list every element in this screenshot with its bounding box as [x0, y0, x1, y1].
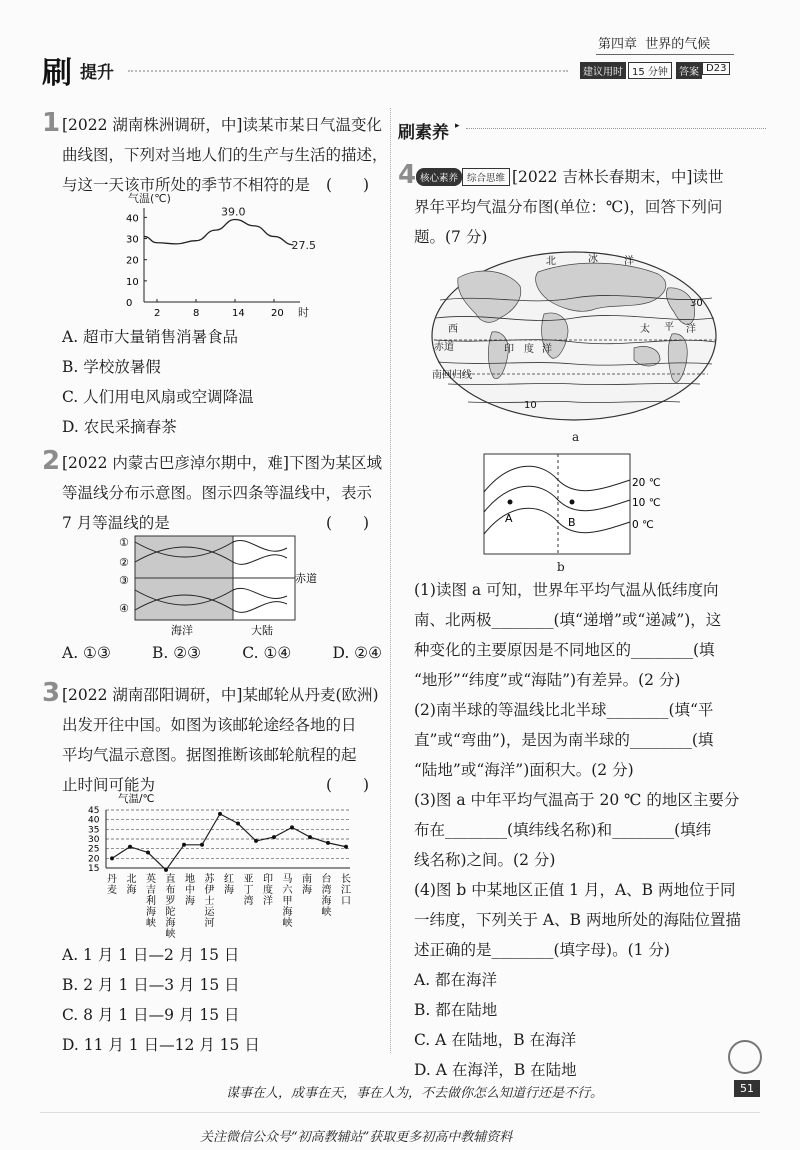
place-label: 罗: [165, 896, 176, 907]
time-value: 15 分钟: [628, 62, 672, 79]
option-d[interactable]: D. ②④: [332, 644, 382, 662]
answer-blank[interactable]: ( ): [326, 514, 370, 532]
y-axis-label: 气温(℃): [128, 192, 171, 205]
option-a[interactable]: A. 都在海洋: [414, 971, 498, 989]
x-tick-label: 20: [271, 308, 284, 319]
body-line: (3)图 a 中年平均气温高于 20 ℃ 的地区主要分: [414, 791, 740, 809]
place-label: 峡: [321, 907, 332, 918]
place-label: 红: [224, 874, 234, 885]
body-line: 述正确的是________(填字母)。(1 分): [414, 941, 670, 959]
mark-2: ②: [119, 556, 129, 569]
mark-4: ④: [119, 602, 129, 615]
stem-line: 平均气温示意图。据图推断该邮轮航程的起: [62, 746, 357, 764]
data-point: [344, 845, 348, 849]
place-label: 海: [302, 885, 312, 896]
land-label: 大陆: [251, 624, 273, 637]
answer-value: D23: [702, 62, 730, 75]
data-point: [218, 812, 222, 816]
option-b[interactable]: B. 学校放暑假: [62, 358, 161, 376]
place-label: 海: [165, 918, 176, 929]
body-line: (4)图 b 中某地区正值 1 月，A、B 两地位于同: [414, 881, 736, 899]
map-label-30: 30: [690, 298, 703, 309]
place-label: 海: [126, 885, 137, 896]
temperature-curve-chart: [120, 190, 320, 320]
option-c[interactable]: C. 8 月 1 日—9 月 15 日: [62, 1006, 240, 1024]
x-tick-label: 2: [154, 308, 161, 319]
place-label: 海: [282, 907, 293, 918]
section-title: 刷素养: [398, 123, 449, 143]
place-label: 南: [302, 874, 312, 885]
body-line: (2)南半球的等温线比北半球________(填“平: [414, 701, 714, 719]
place-label: 丹: [107, 874, 117, 885]
isotherm-diagram: [115, 532, 325, 637]
y-axis-label: 气温/℃: [118, 793, 155, 805]
option-b[interactable]: B. 都在陆地: [414, 1001, 498, 1019]
place-label: 英: [146, 874, 156, 885]
min-label: 27.5: [291, 238, 316, 252]
page-number: 51: [734, 1080, 760, 1097]
stem-line: 题。(7 分): [414, 228, 488, 246]
time-label: 建议用时: [580, 62, 626, 79]
label-10: 10 ℃: [632, 497, 661, 509]
option-a[interactable]: A. 超市大量销售消暑食品: [62, 328, 239, 346]
map-label-north: 北: [546, 256, 556, 267]
place-label: 直: [165, 874, 176, 885]
brand-char: 刷: [42, 56, 72, 91]
y-tick-label: 35: [88, 825, 100, 836]
stem-line: 与这一天该市所处的季节不相符的是: [62, 176, 311, 194]
header-bar: [0, 0, 800, 95]
map-label-yang2: 洋: [542, 344, 552, 355]
body-line: 南、北两极________(填“递增”或“递减”)，这: [414, 611, 722, 629]
place-label: 海: [321, 896, 332, 907]
header-rule: [128, 70, 568, 76]
place-label: 海: [185, 896, 195, 907]
place-label: 峡: [282, 918, 293, 929]
answer-blank[interactable]: ( ): [326, 176, 370, 194]
place-label: 亚: [243, 874, 254, 885]
core-literacy-badge: 核心素养: [416, 168, 462, 186]
place-label: 北: [126, 874, 137, 885]
stem-line: 出发开往中国。如图为该邮轮途经各地的日: [62, 716, 357, 734]
map-label-equator: 赤道: [434, 342, 454, 353]
map-label-yin: 印: [504, 344, 514, 355]
data-point: [236, 822, 240, 826]
equator-label: 赤道: [295, 572, 317, 585]
x-tick-label: 14: [232, 308, 245, 319]
option-d[interactable]: D. 农民采摘春茶: [62, 418, 177, 436]
option-b[interactable]: B. 2 月 1 日—3 月 15 日: [62, 976, 240, 994]
place-label: 甲: [282, 896, 293, 907]
question-2-options: [62, 638, 382, 668]
data-point: [254, 839, 258, 843]
place-label: 吉: [146, 885, 156, 896]
stem-line: 界年平均气温分布图(单位：℃)，回答下列问: [414, 198, 723, 216]
y-tick-label: 15: [88, 864, 100, 874]
y-tick-label: 40: [88, 815, 100, 826]
data-point: [326, 841, 330, 845]
option-c[interactable]: C. ①④: [242, 644, 292, 662]
frame: [484, 454, 630, 554]
data-point: [200, 843, 204, 847]
figure-b-caption: b: [557, 560, 565, 574]
y-tick-label: 10: [126, 276, 139, 288]
place-label: 利: [146, 896, 156, 907]
question-number: 4: [398, 160, 417, 190]
point-a-label: A: [505, 512, 513, 525]
data-point: [146, 851, 150, 855]
y-tick-label: 20: [126, 255, 139, 267]
option-d[interactable]: D. A 在海洋，B 在陆地: [414, 1061, 577, 1079]
data-point: [128, 845, 132, 849]
body-line: 种变化的主要原因是不同地区的________(填: [414, 641, 715, 659]
place-label: 丁: [243, 885, 254, 896]
stem-line: [2022 湖南株洲调研，中]读某市某日气温变化: [62, 116, 382, 134]
stem-line: [2022 湖南邵阳调研，中]某邮轮从丹麦(欧洲): [62, 686, 379, 704]
body-line: 一纬度，下列关于 A、B 两地所处的海陆位置描: [414, 911, 741, 929]
y-tick-label: 30: [126, 234, 139, 246]
answer-blank[interactable]: ( ): [326, 776, 370, 794]
place-labels: [107, 872, 351, 940]
place-label: 江: [341, 885, 351, 896]
map-label-west: 西: [448, 324, 458, 335]
place-label: 口: [341, 896, 351, 907]
mascot-icon: [728, 1040, 762, 1074]
stem-line: [2022 内蒙古巴彦淖尔期中，难]下图为某区域: [62, 454, 382, 472]
point-b: [570, 500, 575, 505]
stem-line: 等温线分布示意图。图示四条等温线中，表示: [62, 484, 373, 502]
temperature-line: [112, 814, 346, 870]
body-line: 布在________(填纬线名称)和________(填纬: [414, 821, 712, 839]
question-number: 1: [42, 108, 61, 138]
column-divider: [390, 108, 391, 1053]
map-label-yang: 洋: [686, 324, 696, 335]
data-point: [182, 843, 186, 847]
place-label: 六: [282, 885, 293, 896]
place-label: 峡: [146, 918, 156, 929]
body-line: “地形”“纬度”或“海陆”)有差异。(2 分): [414, 671, 681, 689]
mark-3: ③: [119, 574, 129, 587]
stem-line: 7 月等温线的是: [62, 514, 170, 532]
map-label-10: 10: [524, 400, 537, 411]
point-a: [508, 500, 513, 505]
data-points: [110, 812, 348, 872]
chapter-title: 第四章 世界的气候: [598, 37, 711, 52]
place-label: 地: [185, 874, 195, 885]
stem-line: 止时间可能为: [62, 776, 156, 794]
data-point: [290, 825, 294, 829]
y-tick-label: 40: [126, 213, 139, 225]
place-label: 度: [263, 885, 273, 896]
comprehensive-thinking-badge: 综合思维: [462, 168, 510, 186]
y-tick-label: 0: [126, 298, 133, 309]
place-label: 马: [282, 874, 293, 885]
stem-line: [2022 吉林长春期末，中]读世: [512, 168, 724, 186]
option-a[interactable]: A. 1 月 1 日—2 月 15 日: [62, 946, 240, 964]
stem-line: 曲线图，下列对当地人们的生产与生活的描述，: [62, 146, 388, 164]
footer-motto: 谋事在人，成事在天，事在人为，不去做你怎么知道行还是不行。: [226, 1086, 604, 1101]
question-number: 2: [42, 446, 61, 476]
y-tick-label: 20: [88, 854, 100, 865]
option-a[interactable]: A. ①③: [62, 644, 111, 662]
x-tick-label: 8: [193, 308, 200, 319]
triangle-icon: ▸: [455, 121, 460, 131]
map-label-south: 南回归线: [432, 370, 472, 381]
place-label: 海: [224, 885, 234, 896]
brand-word: 提升: [80, 63, 114, 83]
mark-1: ①: [119, 536, 129, 549]
place-label: 伊: [204, 885, 215, 896]
brand-mark: [42, 48, 78, 91]
body-line: 线名称)之间。(2 分): [414, 851, 556, 869]
place-label: 峡: [165, 929, 176, 940]
map-label-ocean: 洋: [624, 256, 634, 267]
body-line: “陆地”或“海洋”)面积大。(2 分): [414, 761, 634, 779]
option-c[interactable]: C. 人们用电风扇或空调降温: [62, 388, 254, 406]
option-c[interactable]: C. A 在陆地，B 在海洋: [414, 1031, 577, 1049]
data-point: [110, 856, 114, 860]
question-number: 3: [42, 678, 61, 708]
world-isotherm-map: [428, 248, 720, 428]
body-line: 直”或“弯曲”)，是因为南半球的________(填: [414, 731, 714, 749]
place-label: 中: [185, 885, 195, 896]
y-tick-label: 45: [88, 806, 100, 816]
label-20: 20 ℃: [632, 477, 661, 489]
max-label: 39.0: [221, 205, 246, 219]
place-label: 海: [146, 907, 156, 918]
map-caption: a: [572, 430, 580, 444]
label-0: 0 ℃: [632, 519, 654, 531]
temperature-line: [144, 220, 294, 245]
map-label-ping: 平: [664, 322, 674, 333]
y-tick-label: 25: [88, 844, 100, 855]
cruise-temperature-chart: [88, 790, 368, 940]
chapter-underline: [596, 54, 734, 55]
place-label: 士: [204, 896, 215, 907]
map-label-ice: 冰: [588, 254, 598, 265]
map-label-tai: 太: [640, 324, 650, 335]
watermark-text: 关注微信公众号“初高教辅站”获取更多初高中教辅资料: [200, 1130, 513, 1145]
question-4-body: [414, 575, 741, 1085]
body-line: (1)读图 a 可知，世界年平均气温从低纬度向: [414, 581, 719, 599]
data-point: [164, 868, 168, 872]
place-label: 苏: [204, 874, 215, 885]
footer-rule: [40, 1112, 760, 1113]
point-b-label: B: [568, 516, 576, 529]
section-rule: [466, 128, 766, 129]
place-label: 运: [204, 907, 215, 918]
option-b[interactable]: B. ②③: [152, 644, 202, 662]
map-label-du: 度: [524, 344, 534, 355]
ocean-label: 海洋: [171, 624, 193, 637]
place-label: 河: [204, 918, 215, 929]
data-point: [308, 835, 312, 839]
place-label: 湾: [243, 896, 254, 907]
option-d[interactable]: D. 11 月 1 日—12 月 15 日: [62, 1036, 260, 1054]
y-tick-label: 30: [88, 835, 100, 845]
question-3-options: [62, 940, 260, 1060]
place-label: 印: [263, 874, 273, 885]
place-label: 台: [321, 874, 332, 885]
x-axis-label: 时: [298, 306, 309, 319]
isotherm-figure-b: [480, 450, 680, 560]
place-label: 布: [165, 885, 176, 896]
place-label: 麦: [107, 885, 117, 896]
question-1-options: [62, 322, 254, 442]
place-label: 湾: [321, 885, 332, 896]
data-point: [272, 835, 276, 839]
place-label: 洋: [263, 896, 273, 907]
place-label: 长: [341, 874, 351, 885]
answer-label: 答案: [676, 62, 702, 79]
place-label: 陀: [165, 907, 176, 918]
question-4-stem: [414, 192, 722, 252]
